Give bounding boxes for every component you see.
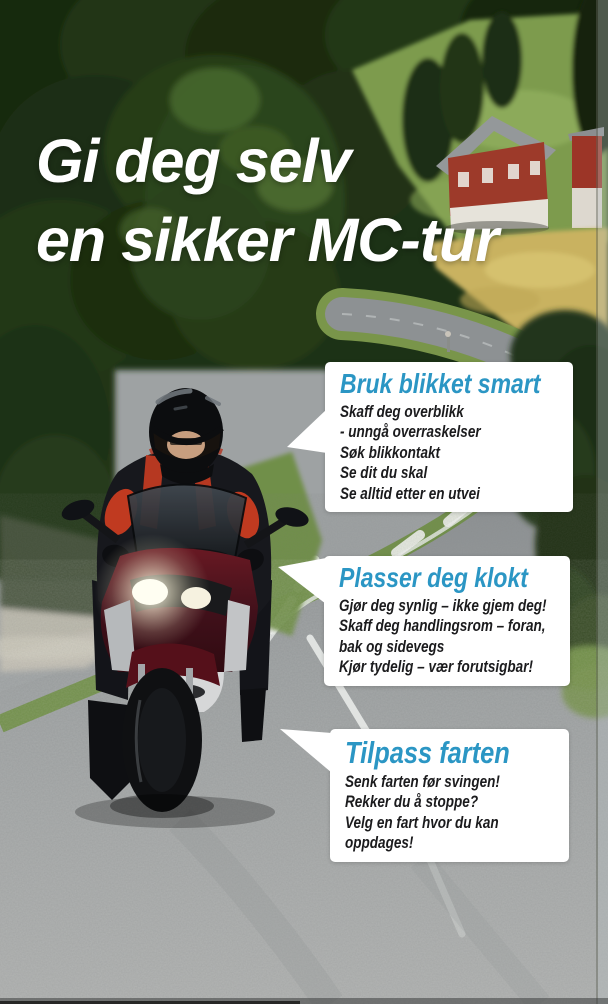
callout-line: Rekker du å stoppe? xyxy=(345,793,479,812)
callout-line: Skaff deg handlingsrom – foran, xyxy=(339,617,546,636)
callout-line: Gjør deg synlig – ikke gjem deg! xyxy=(339,597,547,615)
callout-line: oppdages! xyxy=(345,834,414,853)
speech-tail xyxy=(285,409,327,455)
callout-line: Velg en fart hvor du kan xyxy=(345,813,499,832)
headlight xyxy=(132,579,168,605)
callout-heading: Tilpass farten xyxy=(345,735,510,770)
title-line-1: Gi deg selv xyxy=(36,127,351,195)
poster-title xyxy=(36,122,498,280)
callout-heading: Plasser deg klokt xyxy=(339,562,528,593)
callout-line: Se dit du skal xyxy=(340,464,428,483)
callout-line: Kjør tydelig – vær forutsigbar! xyxy=(339,658,533,677)
title-line-2: en sikker MC-tur xyxy=(36,206,498,274)
callout-tilpass-farten xyxy=(330,729,569,862)
callout-bruk-blikket-smart xyxy=(325,362,573,512)
callout-line: - unngå overraskelser xyxy=(340,423,481,442)
callout-heading: Bruk blikket smart xyxy=(340,368,541,399)
callout-plasser-deg-klokt xyxy=(324,556,570,686)
callout-line: Søk blikkontakt xyxy=(340,443,441,462)
speech-tail xyxy=(280,729,332,775)
callout-line: bak og sidevegs xyxy=(339,637,445,656)
callout-line: Skaff deg overblikk xyxy=(340,403,464,421)
callout-line: Senk farten før svingen! xyxy=(345,773,500,791)
speech-tail xyxy=(276,558,326,606)
callout-line: Se alltid etter en utvei xyxy=(340,484,480,503)
